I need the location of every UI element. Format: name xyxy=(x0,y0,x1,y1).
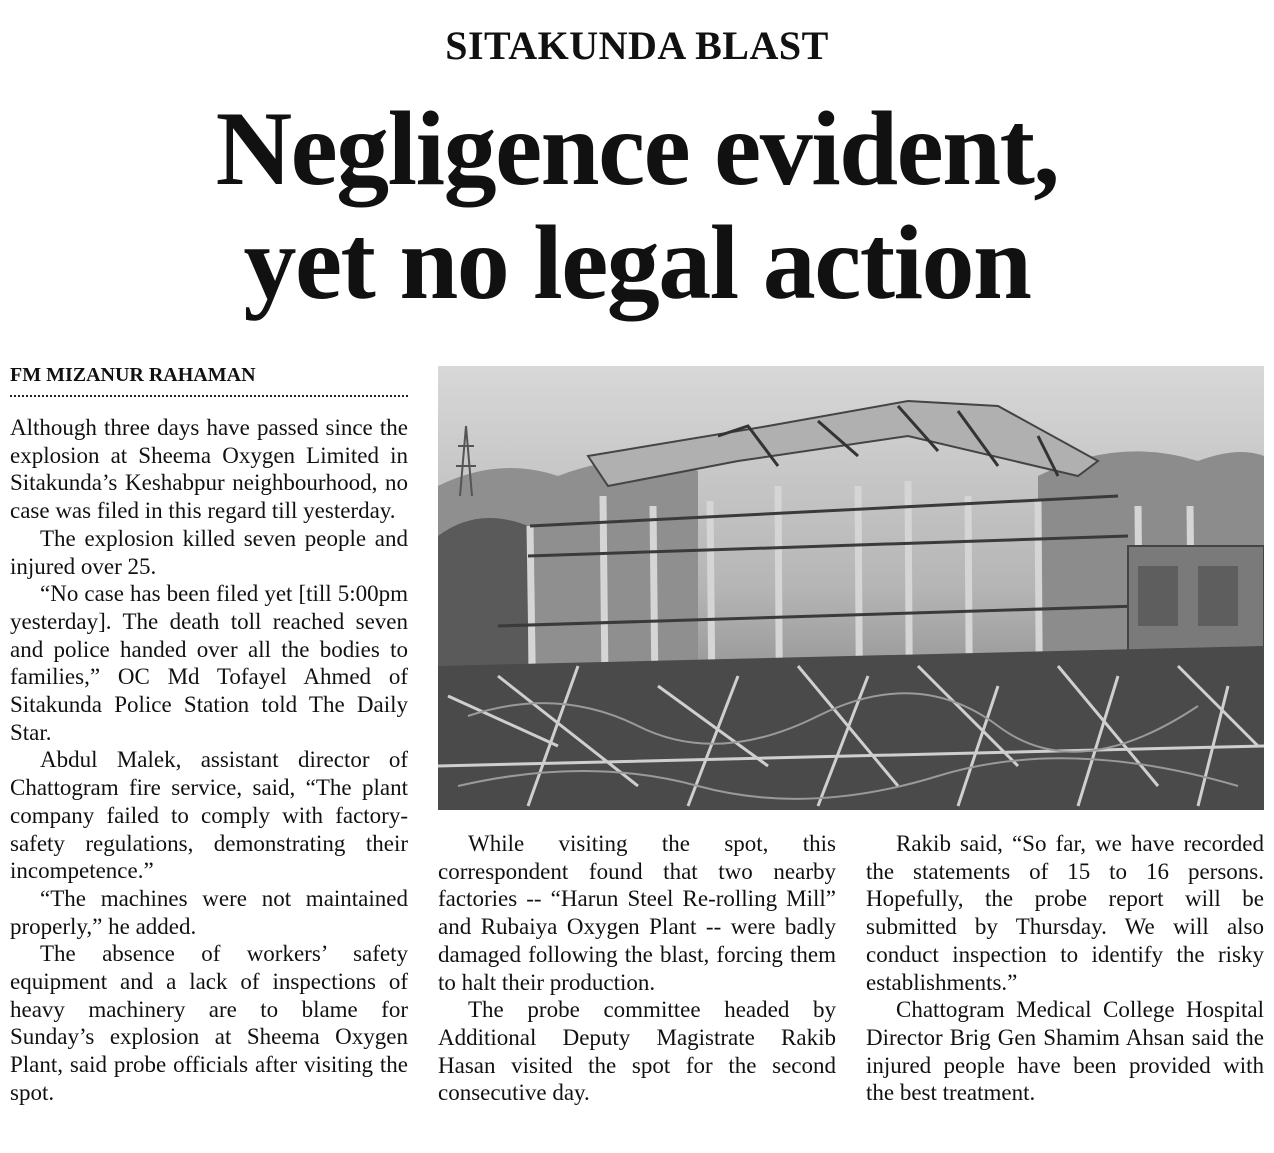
paragraph: Abdul Malek, assistant director of Chattogram fire service, said, “The plant company failed to comply with factory-safety regulations, demonstrating their incompetence.” xyxy=(10,747,408,884)
article-column-3 xyxy=(866,830,1264,1107)
paragraph: The absence of workers’ safety equipment and a lack of inspections of heavy machinery are to blame for Sunday’s explosion at Sheema Oxygen Plant, said probe officials after visiting the spot. xyxy=(10,941,408,1105)
paragraph: The probe committee headed by Additional Deputy Magistrate Rakib Hasan visited the spot for the second consecutive day. xyxy=(438,997,836,1106)
article-column-1 xyxy=(10,414,408,1107)
headline-line-1: Negligence evident, xyxy=(215,90,1059,207)
destroyed-plant-photo xyxy=(438,366,1264,810)
paragraph: Rakib said, “So far, we have recorded the statements of 15 to 16 persons. Hopefully, the probe report will be submitted by Thursday. We will also conduct inspection to identify the risky establishments.” xyxy=(866,831,1264,995)
paragraph: Chattogram Medical College Hospital Director Brig Gen Shamim Ahsan said the injured people have been provided with the best treatment. xyxy=(866,997,1264,1106)
article-column-2 xyxy=(438,830,836,1107)
headline xyxy=(0,92,1274,320)
paragraph: While visiting the spot, this correspondent found that two nearby factories -- “Harun Steel Re-rolling Mill” and Rubaiya Oxygen Plant -- were badly damaged following the blast, forcing them to halt their production. xyxy=(438,831,836,995)
headline-line-2: yet no legal action xyxy=(243,204,1031,321)
byline: FM MIZANUR RAHAMAN xyxy=(10,364,408,397)
paragraph: “The machines were not maintained properly,” he added. xyxy=(10,885,408,939)
paragraph: The explosion killed seven people and injured over 25. xyxy=(10,525,408,579)
section-kicker: SITAKUNDA BLAST xyxy=(445,23,829,68)
paragraph: “No case has been filed yet [till 5:00pm yesterday]. The death toll reached seven and police handed over all the bodies to families,” OC Md Tofayel Ahmed of Sitakunda Police Station told The Daily Star. xyxy=(10,581,408,745)
paragraph: Although three days have passed since the explosion at Sheema Oxygen Limited in Sitakunda’s Keshabpur neighbourhood, no case was filed in this regard till yesterday. xyxy=(10,415,408,524)
